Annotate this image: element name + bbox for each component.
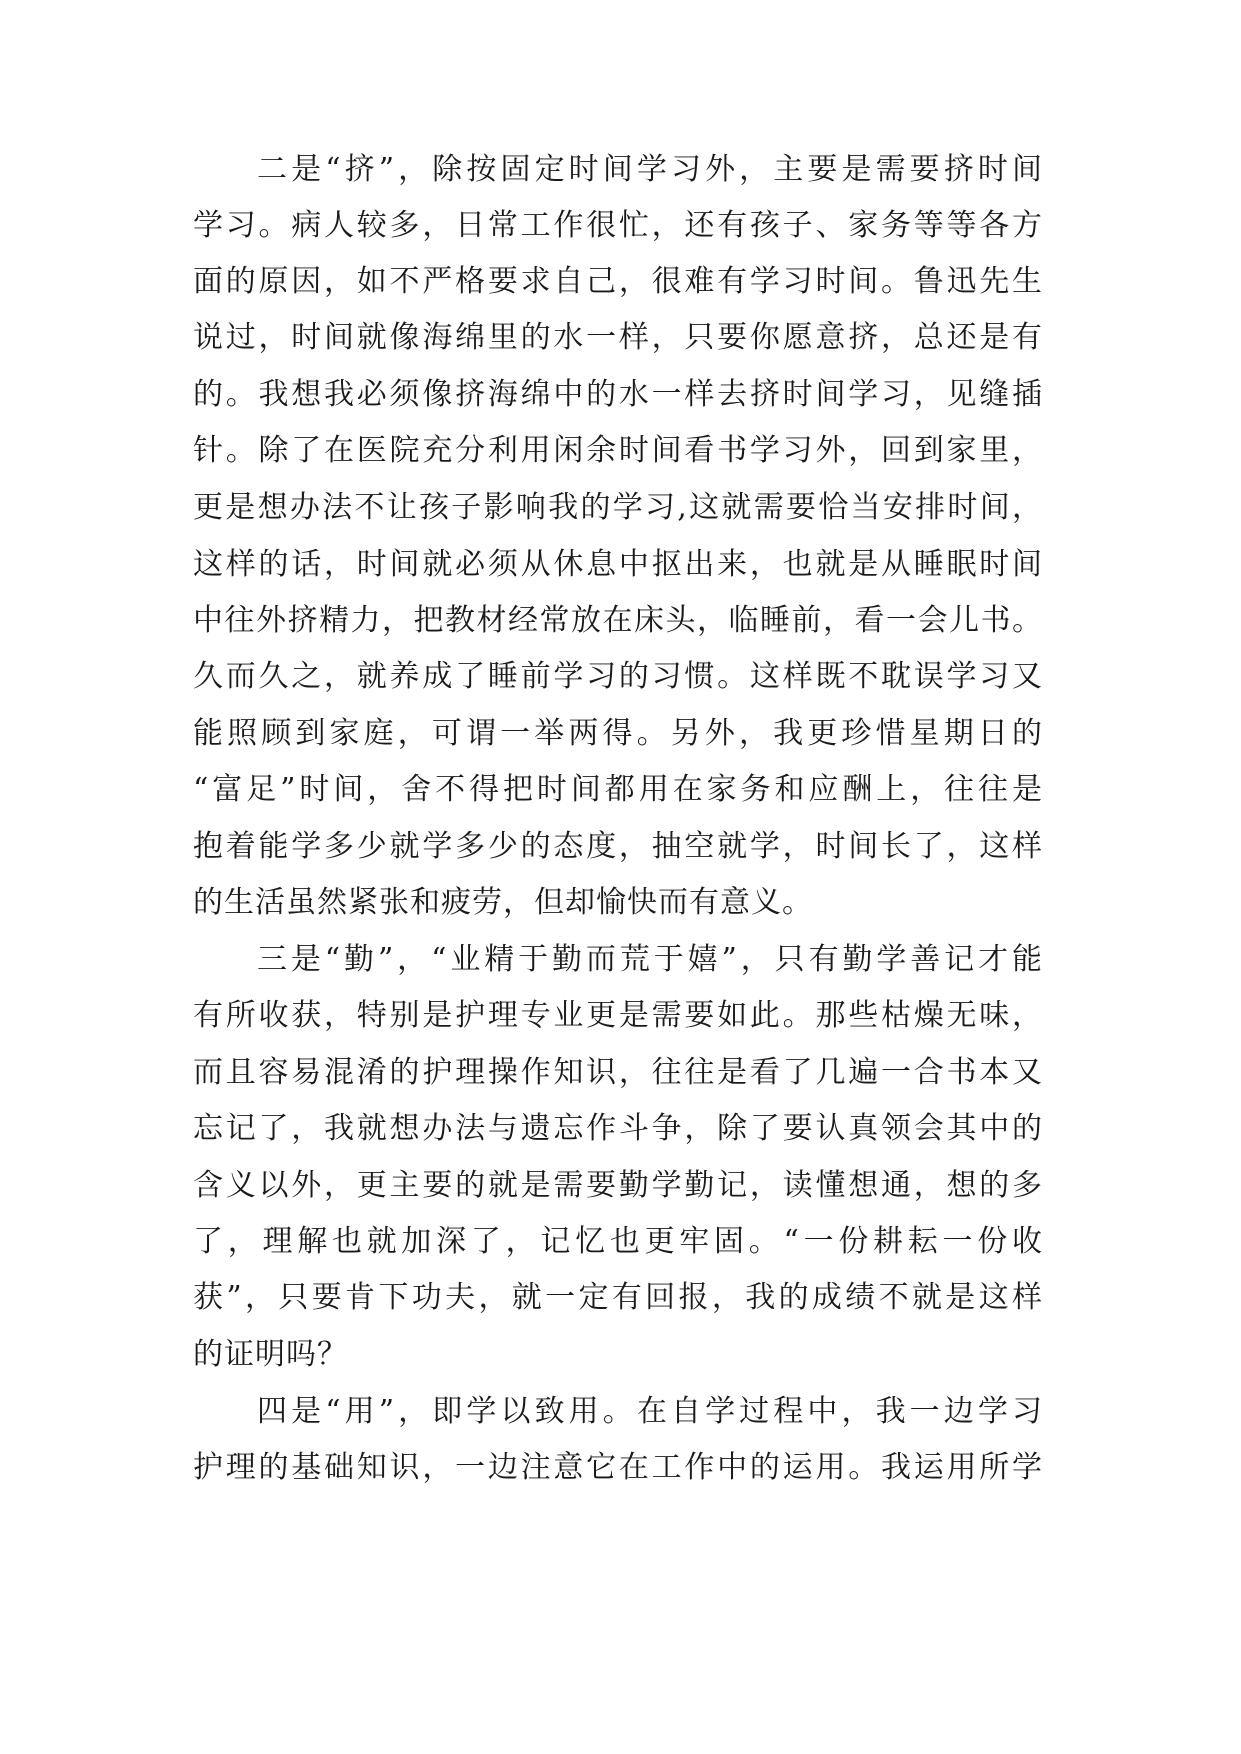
paragraph-1-line-3: 面的原因，如不严格要求自己，很难有学习时间。鲁迅先生: [193, 264, 1043, 299]
paragraph-1-line-5: 的。我想我必须像挤海绵中的水一样去挤时间学习，见缝插: [193, 377, 1043, 412]
paragraph-2-line-4: 忘记了，我就想办法与遗忘作斗争，除了要认真领会其中的: [193, 1111, 1043, 1146]
paragraph-3-line-2: 护理的基础知识，一边注意它在工作中的运用。我运用所学: [193, 1450, 1043, 1485]
paragraph-1-line-6: 针。除了在医院充分利用闲余时间看书学习外，回到家里，: [193, 433, 1043, 468]
paragraph-2-line-3: 而且容易混淆的护理操作知识，往往是看了几遍一合书本又: [193, 1055, 1043, 1090]
paragraph-1-line-14: 的生活虽然紧张和疲劳，但却愉快而有意义。: [193, 885, 813, 920]
paragraph-2-line-2: 有所收获，特别是护理专业更是需要如此。那些枯燥无味，: [193, 998, 1043, 1033]
paragraph-1-line-8: 这样的话，时间就必须从休息中抠出来，也就是从睡眠时间: [193, 547, 1043, 582]
paragraph-2-line-6: 了，理解也就加深了，记忆也更牢固。“一份耕耘一份收: [193, 1224, 1043, 1259]
paragraph-1-line-12: “富足”时间，舍不得把时间都用在家务和应酬上，往往是: [193, 772, 1043, 807]
paragraph-2-line-8: 的证明吗？: [193, 1337, 348, 1372]
paragraph-2-line-1: 三是“勤”，“业精于勤而荒于嬉”，只有勤学善记才能: [257, 942, 1043, 977]
paragraph-2-line-5: 含义以外，更主要的就是需要勤学勤记，读懂想通，想的多: [193, 1168, 1043, 1203]
paragraph-2-line-7: 获”，只要肯下功夫，就一定有回报，我的成绩不就是这样: [193, 1280, 1043, 1315]
paragraph-1-line-11: 能照顾到家庭，可谓一举两得。另外，我更珍惜星期日的: [193, 716, 1043, 751]
paragraph-1-line-9: 中往外挤精力，把教材经常放在床头，临睡前，看一会儿书。: [193, 603, 1043, 638]
paragraph-3-line-1: 四是“用”，即学以致用。在自学过程中，我一边学习: [257, 1394, 1043, 1429]
paragraph-1-line-1: 二是“挤”，除按固定时间学习外，主要是需要挤时间: [257, 152, 1043, 187]
paragraph-1-line-10: 久而久之，就养成了睡前学习的习惯。这样既不耽误学习又: [193, 659, 1043, 694]
paragraph-1-line-13: 抱着能学多少就学多少的态度，抽空就学，时间长了，这样: [193, 829, 1043, 864]
paragraph-1-line-4: 说过，时间就像海绵里的水一样，只要你愿意挤，总还是有: [193, 320, 1043, 355]
paragraph-1-line-2: 学习。病人较多，日常工作很忙，还有孩子、家务等等各方: [193, 208, 1043, 243]
paragraph-1-line-7: 更是想办法不让孩子影响我的学习,这就需要恰当安排时间，: [193, 490, 1043, 525]
